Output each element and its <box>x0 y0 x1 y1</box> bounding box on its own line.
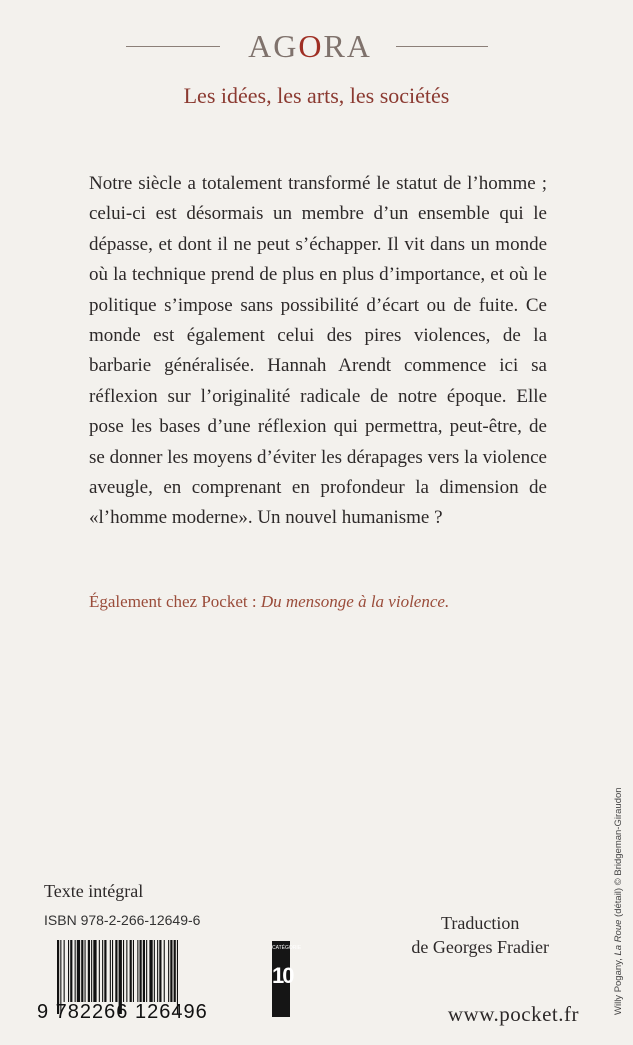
category-label: CATÉGORIE <box>272 945 302 951</box>
credit-prefix: Willy Pogany, <box>613 955 624 1015</box>
also-available-prefix: Également chez Pocket : <box>89 592 261 611</box>
also-available <box>89 592 559 612</box>
left-divider <box>126 46 220 47</box>
book-summary <box>89 169 547 534</box>
full-text-label: Texte intégral <box>44 881 144 901</box>
isbn: ISBN 978-2-266-12649-6 <box>44 912 201 928</box>
image-credit <box>613 787 624 1015</box>
brand-header <box>0 26 633 66</box>
right-divider <box>396 46 488 47</box>
translation-credit <box>411 911 549 959</box>
barcode-digits: 9 782266 126496 <box>37 1001 208 1023</box>
related-book-title: Du mensonge à la violence. <box>260 592 450 611</box>
translator-name: de Georges Fradier <box>411 937 549 957</box>
agora-logo: AGORA <box>248 28 372 64</box>
publisher-website: www.pocket.fr <box>447 1002 579 1026</box>
credit-suffix: (détail) © Bridgeman-Giraudon <box>613 787 624 920</box>
summary-text: Notre siècle a totalement transformé le statut de l’homme ; celui-ci est désormais un membre d’un ensemble qui le dépasse, et dont il ne peut s’échapper. Il vit dans un monde où la technique prend de plus en plus d’importance, et où le politique s’impose sans possibilité d’écart ou de fuite. Ce monde est également celui des pires violences, de la barbarie généralisée. Hannah Arendt commence ici sa réflexion sur l’originalité radicale de notre époque. Elle pose les bases d’une réflexion qui permettra, peut-être, de se donner les moyens d’éviter les dérapages vers la violence aveugle, en comprenant en profondeur la dimension de «l’homme moderne». Un nouvel humanisme ? <box>89 173 547 529</box>
category-number: 10 <box>272 963 293 988</box>
category-badge <box>272 941 302 1017</box>
collection-tagline: Les idées, les arts, les sociétés <box>183 83 450 108</box>
credit-title: La Roue <box>613 919 624 956</box>
translation-label: Traduction <box>441 913 520 933</box>
